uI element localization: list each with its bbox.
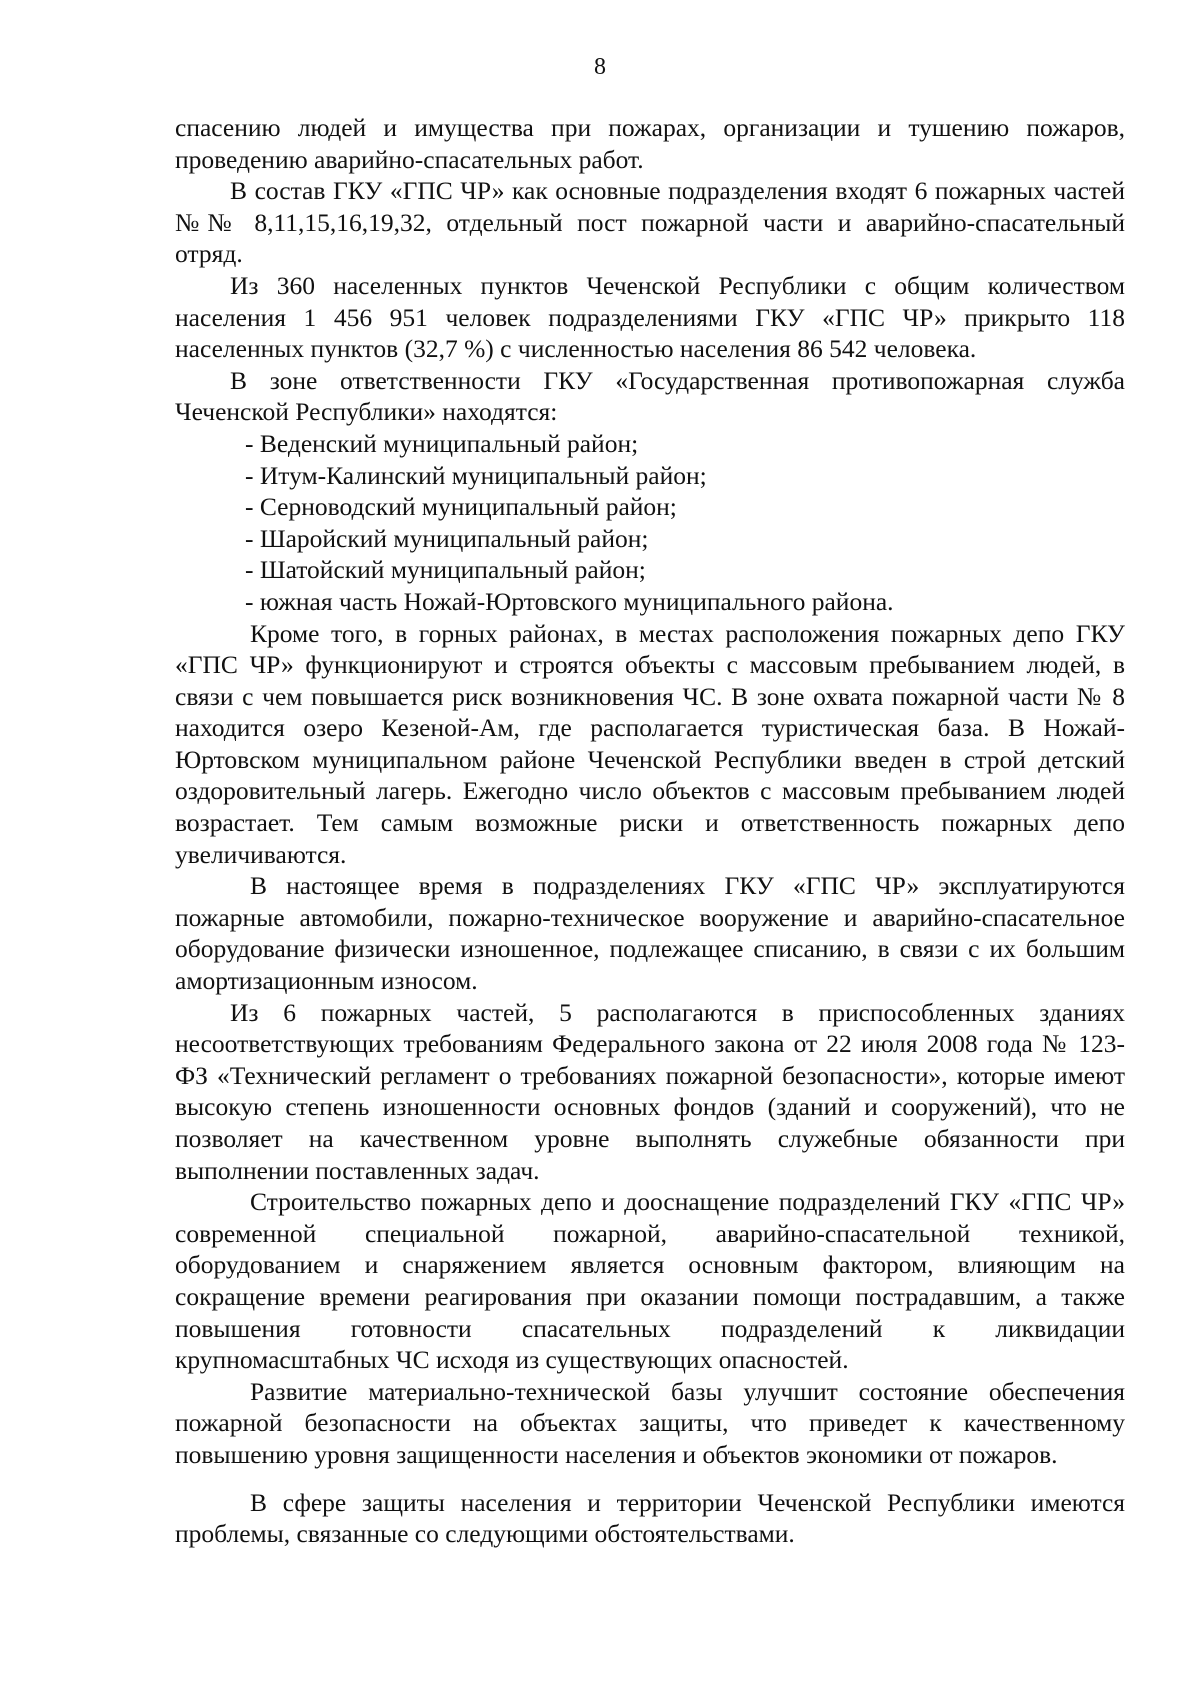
districts-list [175,428,1125,618]
paragraph-1: спасению людей и имущества при пожарах, организации и тушению пожаров, проведению аварийно-спасательных работ. [175,113,1125,174]
list-item: - Веденский муниципальный район; [245,428,639,458]
list-item: - Серноводский муниципальный район; [245,492,677,522]
paragraph-9: Развитие материально-технической базы улучшит состояние обеспечения пожарной безопасности на объектах защиты, что приведет к качественному повышению уровня защищенности населения и объектов экономики от пожаров. [175,1376,1125,1469]
paragraph-7: Из 6 пожарных частей, 5 располагаются в приспособленных зданиях несоответствующих требованиям Федерального закона от 22 июля 2008 года № 123-ФЗ «Технический регламент о требованиях пожарной безопасности», которые имеют высокую степень изношенности основных фондов (зданий и сооружений), что не позволяет на качественном уровне выполнять служебные обязанности при выполнении поставленных задач. [175,997,1125,1185]
paragraph-2: В состав ГКУ «ГПС ЧР» как основные подразделения входят 6 пожарных частей №№ 8,11,15,16,19,32, отдельный пост пожарной части и аварийно-спасательный отряд. [175,176,1125,269]
list-item: - Шатойский муниципальный район; [245,555,646,585]
paragraph-6: В настоящее время в подразделениях ГКУ «ГПС ЧР» эксплуатируются пожарные автомобили, пожарно-техническое вооружение и аварийно-спасательное оборудование физически изношенное, подлежащее списанию, в связи с их большим амортизационным износом. [175,871,1125,996]
paragraph-3: Из 360 населенных пунктов Чеченской Республики с общим количеством населения 1 456 951 человек подразделениями ГКУ «ГПС ЧР» прикрыто 118 населенных пунктов (32,7 %) с численностью населения 86 542 человека. [175,270,1125,364]
paragraph-4: В зоне ответственности ГКУ «Государственная противопожарная служба Чеченской Республики» находятся: [175,365,1125,427]
list-item: - Итум-Калинский муниципальный район; [245,460,707,490]
list-item: - южная часть Ножай-Юртовского муниципального района. [245,586,894,616]
document-body [175,112,1125,1550]
paragraph-10: В сфере защиты населения и территории Чеченской Республики имеются проблемы, связанные со следующими обстоятельствами. [175,1487,1125,1549]
page-number: 8 [594,54,606,80]
list-item: - Шаройский муниципальный район; [245,523,649,553]
paragraph-5: Кроме того, в горных районах, в местах расположения пожарных депо ГКУ «ГПС ЧР» функционируют и строятся объекты с массовым пребыванием людей, в связи с чем повышается риск возникновения ЧС. В зоне охвата пожарной части № 8 находится озеро Кезеной-Ам, где располагается туристическая база. В Ножай-Юртовском муниципальном районе Чеченской Республики введен в строй детский оздоровительный лагерь. Ежегодно число объектов с массовым пребыванием людей возрастает. Тем самым возможные риски и ответственность пожарных депо увеличиваются. [175,618,1125,869]
paragraph-8: Строительство пожарных депо и дооснащение подразделений ГКУ «ГПС ЧР» современной специальной пожарной, аварийно-спасательной техникой, оборудованием и снаряжением является основным фактором, влияющим на сокращение времени реагирования при оказании помощи пострадавшим, а также повышения готовности спасательных подразделений к ликвидации крупномасштабных ЧС исходя из существующих опасностей. [175,1187,1125,1375]
